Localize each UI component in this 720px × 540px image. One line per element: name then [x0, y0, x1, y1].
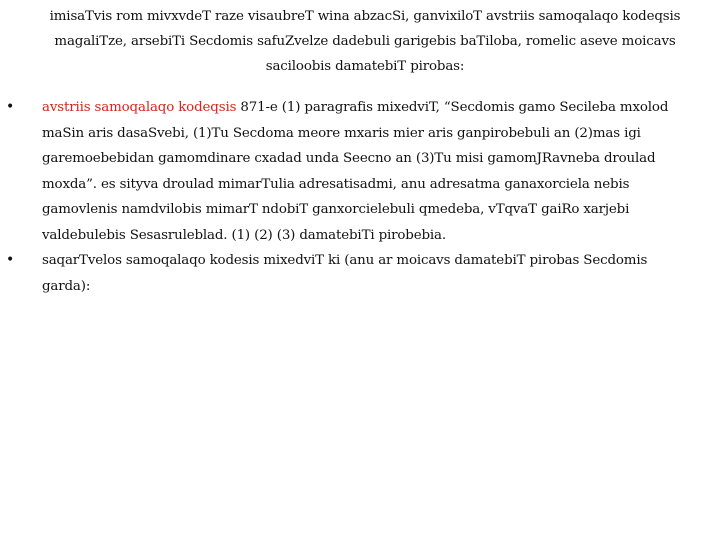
list-item-text: saqarTvelos samoqalaqo kodesis mixedviT ki (anu ar moicavs damatebiT pirobas Secdomis garda): — [42, 253, 648, 294]
highlighted-term: avstriis samoqalaqo kodeqsis — [42, 100, 237, 115]
list-item — [6, 248, 696, 299]
list-item — [6, 95, 696, 248]
bullet-list — [6, 95, 696, 299]
list-item-text: 871-e (1) paragrafis mixedviT, “Secdomis gamo Secileba mxolod maSin aris dasaSvebi, (1)Tu Secdoma meore mxaris mier aris ganpirobebuli an (2)mas igi garemoebebidan gamomdinare cxadad unda Seecno an (3)Tu misi gamomJRavneba droulad moxda”. es sityva droulad mimarTulia adresatisadmi, anu adresatma ganaxorciela nebis gamovlenis namdvilobis mimarT ndobiT ganxorcielebuli qmedeba, vTqvaT gaiRo xarjebi valdebulebis Sesasruleblad. (1) (2) (3) damatebiTi pirobebia. — [42, 100, 669, 243]
intro-paragraph: imisaTvis rom mivxvdeT raze visaubreT wina abzacSi, ganvixiloT avstriis samoqalaqo kodeqsis magaliTze, arsebiTi Secdomis safuZvelze dadebuli garigebis baTiloba, romelic aseve moicavs saciloobis damatebiT pirobas: — [49, 9, 681, 74]
bullet-icon: • — [6, 99, 15, 115]
bullet-icon: • — [6, 252, 15, 268]
